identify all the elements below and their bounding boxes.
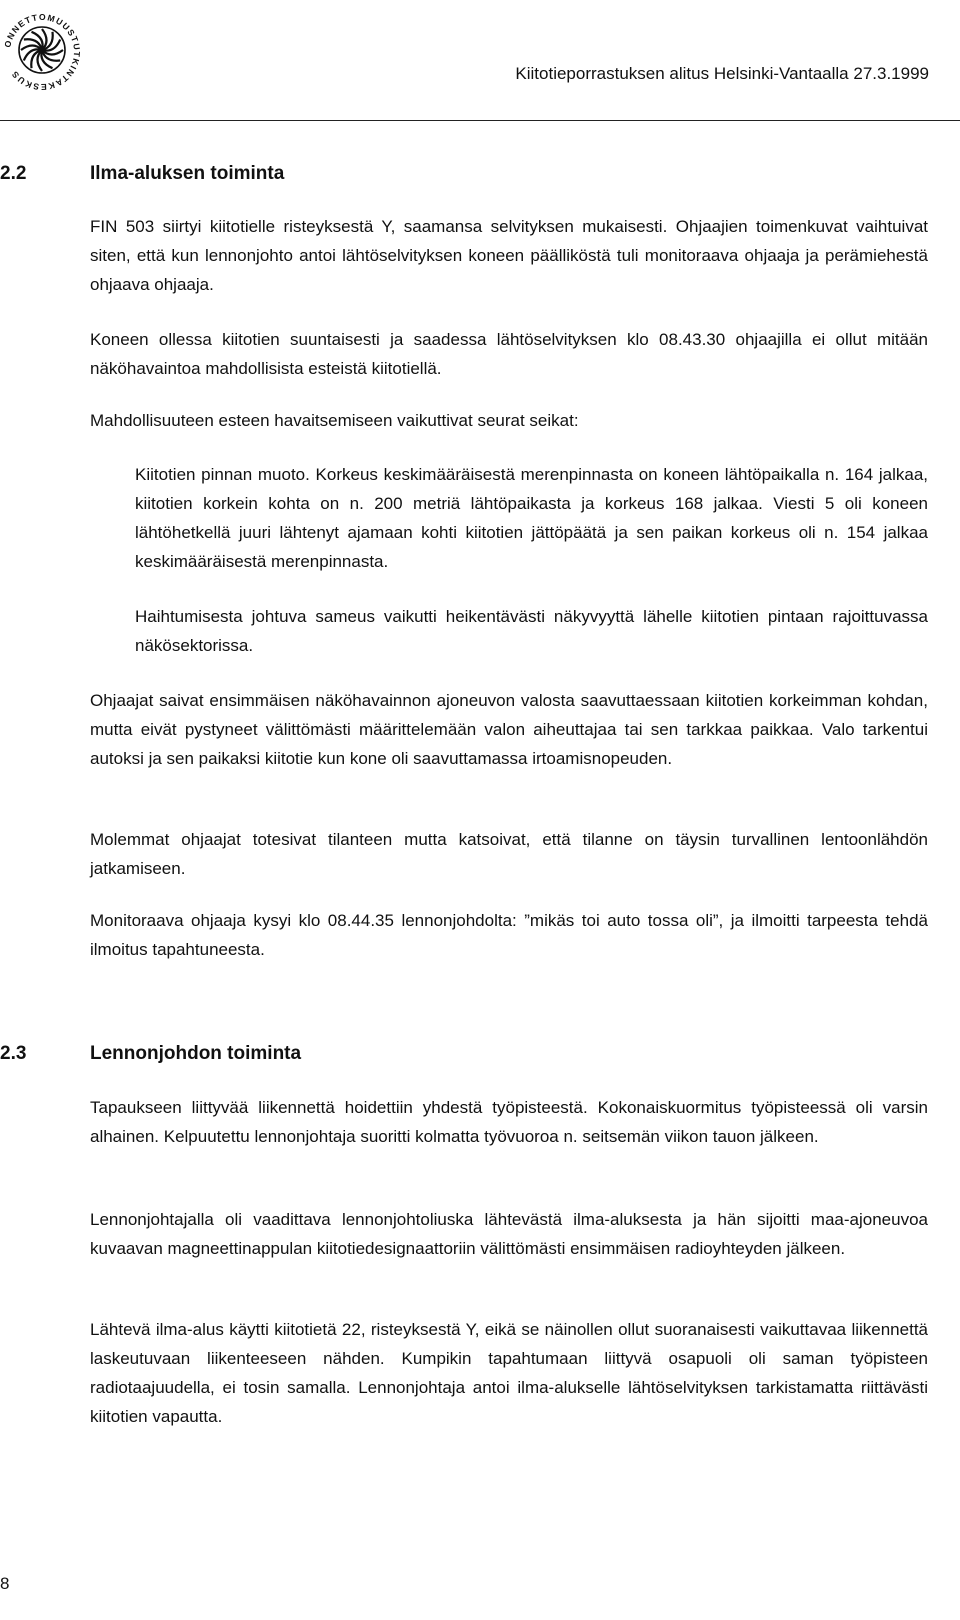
- paragraph: Koneen ollessa kiitotien suuntaisesti ja saadessa lähtöselvityksen klo 08.43.30 ohjaajilla ei ollut mitään näköhavaintoa mahdollisista esteistä kiitotiellä.: [90, 330, 928, 378]
- section-title: Ilma-aluksen toiminta: [90, 163, 285, 184]
- header-rule: [0, 120, 960, 121]
- paragraph: Lennonjohtajalla oli vaadittava lennonjohtoliuska lähtevästä ilma-aluksesta ja hän sijoitti maa-ajoneuvoa kuvaavan magneettinappulan kiitotiedesignaattoriin välittömästi ensimmäisen radioyhteyden jälkeen.: [90, 1210, 928, 1258]
- paragraph: Lähtevä ilma-alus käytti kiitotietä 22, risteyksestä Y, eikä se näinollen ollut suoranaisesti vaikuttavaa liikennettä laskeutuvaan liikenteeseen nähden. Kumpikin tapahtumaan liittyvä osapuoli oli saman työpisteen radiotaajuudella, ei tosin samalla. Lennonjohtaja antoi ilma-alukselle lähtöselvityksen tarkistamatta riittävästi kiitotien vapautta.: [90, 1320, 928, 1426]
- paragraph: Molemmat ohjaajat totesivat tilanteen mutta katsoivat, että tilanne on täysin turvallinen lentoonlähdön jatkamiseen.: [90, 830, 928, 878]
- section-heading-2-2: [0, 163, 284, 185]
- paragraph: Mahdollisuuteen esteen havaitsemiseen vaikuttivat seurat seikat:: [90, 411, 579, 430]
- section-title: Lennonjohdon toiminta: [90, 1043, 302, 1064]
- seal-emblem: [19, 27, 65, 73]
- section-number: 2.2: [0, 163, 27, 184]
- running-title: Kiitotieporrastuksen alitus Helsinki-Vantaalla 27.3.1999: [515, 64, 929, 83]
- factor-item: Kiitotien pinnan muoto. Korkeus keskimääräisestä merenpinnasta on koneen lähtöpaikalla n. 164 jalkaa, kiitotien korkein kohta on n. 200 metriä lähtöpaikasta ja korkeus 168 jalkaa. Viesti 5 oli koneen lähtöhetkellä juuri lähtenyt ajamaan kohti kiitotien jättöpäätä ja sen paikan korkeus oli n. 154 jalkaa keskimääräisestä merenpinnasta.: [135, 465, 928, 571]
- section-number: 2.3: [0, 1043, 27, 1064]
- logo-ring-text: ONNETTOMUUSTUTKINTAKESKUS: [2, 11, 82, 93]
- paragraph: FIN 503 siirtyi kiitotielle risteyksestä Y, saamansa selvityksen mukaisesti. Ohjaajien toimenkuvat vaihtuivat siten, että kun lennonjohto antoi lähtöselvityksen koneen päälliköstä tuli monitoraava ohjaaja ja perämiehestä ohjaava ohjaaja.: [90, 217, 928, 294]
- factor-item: Haihtumisesta johtuva sameus vaikutti heikentävästi näkyvyyttä lähelle kiitotien pintaan rajoittuvassa näkösektorissa.: [135, 607, 928, 655]
- onnettomuustutkintakeskus-logo: [0, 0, 82, 98]
- section-heading-2-3: [0, 1043, 301, 1065]
- paragraph: Tapaukseen liittyvää liikennettä hoidettiin yhdestä työpisteestä. Kokonaiskuormitus työpisteessä oli varsin alhainen. Kelpuutettu lennonjohtaja suoritti kolmatta työvuoroa n. seitsemän viikon tauon jälkeen.: [90, 1098, 928, 1146]
- paragraph: Ohjaajat saivat ensimmäisen näköhavainnon ajoneuvon valosta saavuttaessaan kiitotien korkeimman kohdan, mutta eivät pystyneet välittömästi määrittelemään valon aiheuttajaa tai sen tarkkaa paikkaa. Valo tarkentui autoksi ja sen paikaksi kiitotie kun kone oli saavuttamassa irtoamisnopeuden.: [90, 691, 928, 768]
- page-number: 8: [0, 1574, 10, 1593]
- paragraph: Monitoraava ohjaaja kysyi klo 08.44.35 lennonjohdolta: ”mikäs toi auto tossa oli”, ja ilmoitti tarpeesta tehdä ilmoitus tapahtuneesta.: [90, 911, 928, 959]
